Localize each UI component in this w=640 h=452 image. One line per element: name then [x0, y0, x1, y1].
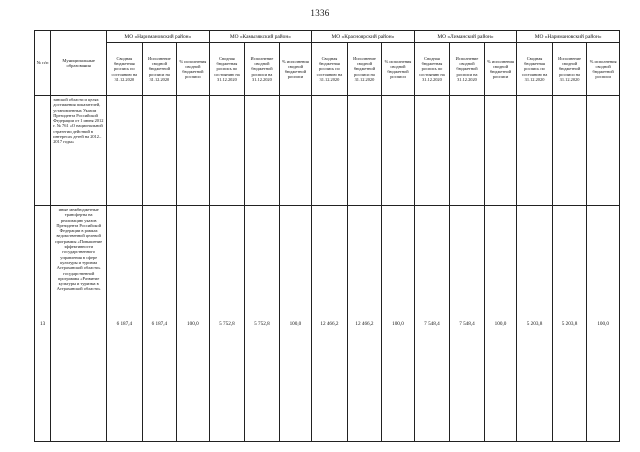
value-exec: 6 187,4	[142, 206, 177, 442]
budget-table	[34, 30, 620, 442]
value-percent: 100,0	[177, 206, 210, 442]
subheader-exec: Исполнение сводной бюджетной росписи на 31.12.2020	[552, 43, 587, 96]
value-exec: 7 548,4	[450, 206, 485, 442]
subheader-exec: Исполнение сводной бюджетной росписи на 31.12.2020	[347, 43, 382, 96]
page-number: 1336	[310, 8, 330, 18]
district-header-2: МО «Камызякский район»	[209, 31, 312, 43]
value-plan: 5 203,8	[517, 206, 553, 442]
subheader-plan: Сводная бюджетная роспись по состоянию на 31.12.2020	[312, 43, 348, 96]
subheader-percent: % исполнения сводной бюджетной росписи	[484, 43, 517, 96]
subheader-row	[35, 43, 620, 96]
district-header-5: МО «Наримановский район»	[517, 31, 620, 43]
subheader-plan: Сводная бюджетная роспись по состоянию на 31.12.2020	[414, 43, 450, 96]
num-cell-empty	[35, 96, 51, 206]
subheader-plan: Сводная бюджетная роспись по состоянию на 31.12.2020	[517, 43, 553, 96]
subheader-percent: % исполнения сводной бюджетной росписи	[587, 43, 620, 96]
subheader-exec: Исполнение сводной бюджетной росписи на 31.12.2020	[245, 43, 280, 96]
value-percent: 100,0	[587, 206, 620, 442]
subheader-plan: Сводная бюджетная роспись по состоянию на 31.12.2020	[107, 43, 143, 96]
district-header-4: МО «Лиманский район»	[414, 31, 517, 43]
table-row-13	[35, 206, 620, 442]
num-header: № п/п	[35, 31, 51, 96]
table-row-continued	[35, 96, 620, 206]
value-exec: 5 203,8	[552, 206, 587, 442]
subheader-plan: Сводная бюджетная роспись по состоянию на 31.12.2020	[209, 43, 245, 96]
row-name-continued: занской области и целях достижения показателей, установленных Указом Президента Российской Федерации от 1 июня 2012 г. № 761 «О национальной стратегии действий в интересах детей на 2012–2017 годы»	[51, 96, 107, 206]
subheader-percent: % исполнения сводной бюджетной росписи	[177, 43, 210, 96]
name-header: Муниципальные образования	[51, 31, 107, 96]
subheader-percent: % исполнения сводной бюджетной росписи	[279, 43, 311, 96]
subheader-exec: Исполнение сводной бюджетной росписи на 31.12.2020	[142, 43, 177, 96]
value-plan: 6 187,4	[107, 206, 143, 442]
value-percent: 100,0	[484, 206, 517, 442]
district-header-3: МО «Красноярский район»	[312, 31, 415, 43]
row-name: иные межбюджетные трансферты на реализацию указов Президента Российской Федерации в рамках ведомственной целевой программы «Повышение эффективности государственного управления в сфере культуры и туризма Астраханской области» государственной программы «Развитие культуры и туризма в Астраханской области»	[51, 206, 107, 442]
value-exec: 5 752,8	[245, 206, 280, 442]
value-percent: 100,0	[382, 206, 414, 442]
value-exec: 12 466,2	[347, 206, 382, 442]
value-plan: 7 548,4	[414, 206, 450, 442]
district-header-row	[35, 31, 620, 43]
subheader-exec: Исполнение сводной бюджетной росписи на 31.12.2020	[450, 43, 485, 96]
value-plan: 12 466,2	[312, 206, 348, 442]
value-percent: 100,0	[279, 206, 311, 442]
subheader-percent: % исполнения сводной бюджетной росписи	[382, 43, 414, 96]
row-number: 13	[35, 206, 51, 442]
value-plan: 5 752,8	[209, 206, 245, 442]
district-header-1: МО «Наримановский район»	[107, 31, 210, 43]
